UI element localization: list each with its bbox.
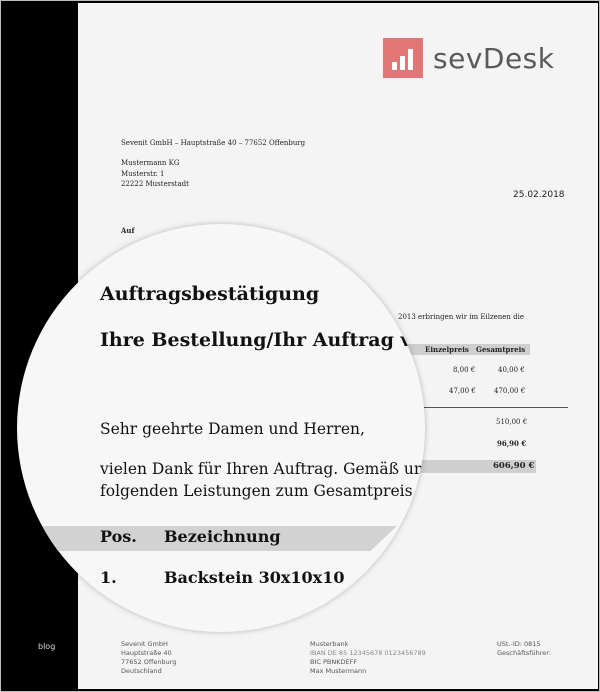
row1-unit: 8,00 € — [453, 366, 476, 374]
footer-owner: Max Mustermann — [310, 667, 367, 675]
mag-col-pos: Pos. — [100, 527, 137, 546]
footer-country: Deutschland — [121, 667, 162, 675]
mag-title: Auftragsbestätigung — [100, 283, 320, 305]
footer-city: 77652 Offenburg — [121, 658, 177, 666]
mag-subtitle: Ihre Bestellung/Ihr Auftrag vo — [100, 329, 425, 351]
mag-line2: folgenden Leistungen zum Gesamtpreis — [100, 482, 413, 500]
tax-total: 96,90 € — [497, 439, 527, 448]
bar-chart-icon — [383, 38, 423, 78]
footer-manager: Geschäftsführer: — [497, 649, 552, 657]
row2-total: 470,00 € — [494, 387, 526, 395]
subject-fragment: Auf — [121, 226, 135, 235]
recipient-street: Musterstr. 1 — [121, 170, 165, 178]
sevdesk-logo — [383, 38, 554, 78]
mag-col-desc: Bezeichnung — [164, 527, 281, 546]
mag-item-pos: 1. — [100, 568, 117, 587]
logo-text: sevDesk — [433, 41, 555, 75]
recipient-name: Mustermann KG — [121, 159, 180, 167]
footer-bank: Musterbank — [310, 640, 349, 648]
footer-street: Hauptstraße 40 — [121, 649, 172, 657]
footer-company: Sevenit GmbH — [121, 640, 168, 648]
footer-vat-id: USt.-ID: 0815 — [497, 640, 541, 648]
mag-line1: vielen Dank für Ihren Auftrag. Gemäß un — [100, 460, 424, 478]
footer-bic: BIC PBNKDEFF — [310, 658, 358, 666]
magnifier-lens — [17, 224, 425, 632]
body-fragment: 2013 erbringen wir im Eilzenen die — [398, 313, 525, 321]
col-total-price: Gesamtpreis — [476, 345, 526, 354]
watermark: blog — [38, 642, 56, 651]
footer-iban: IBAN DE 85 12345678 0123456789 — [310, 649, 426, 657]
sender-line: Sevenit GmbH – Hauptstraße 40 – 77652 Offenburg — [121, 139, 306, 147]
col-unit-price: Einzelpreis — [425, 345, 469, 354]
mag-salutation: Sehr geehrte Damen und Herren, — [100, 420, 365, 438]
document-date: 25.02.2018 — [513, 190, 565, 200]
row2-unit: 47,00 € — [449, 387, 476, 395]
mag-item-desc: Backstein 30x10x10 — [164, 568, 345, 587]
grand-total: 606,90 € — [493, 461, 535, 471]
recipient-city: 22222 Musterstadt — [121, 180, 189, 188]
row1-total: 40,00 € — [498, 366, 525, 374]
subtotal: 510,00 € — [496, 418, 528, 426]
